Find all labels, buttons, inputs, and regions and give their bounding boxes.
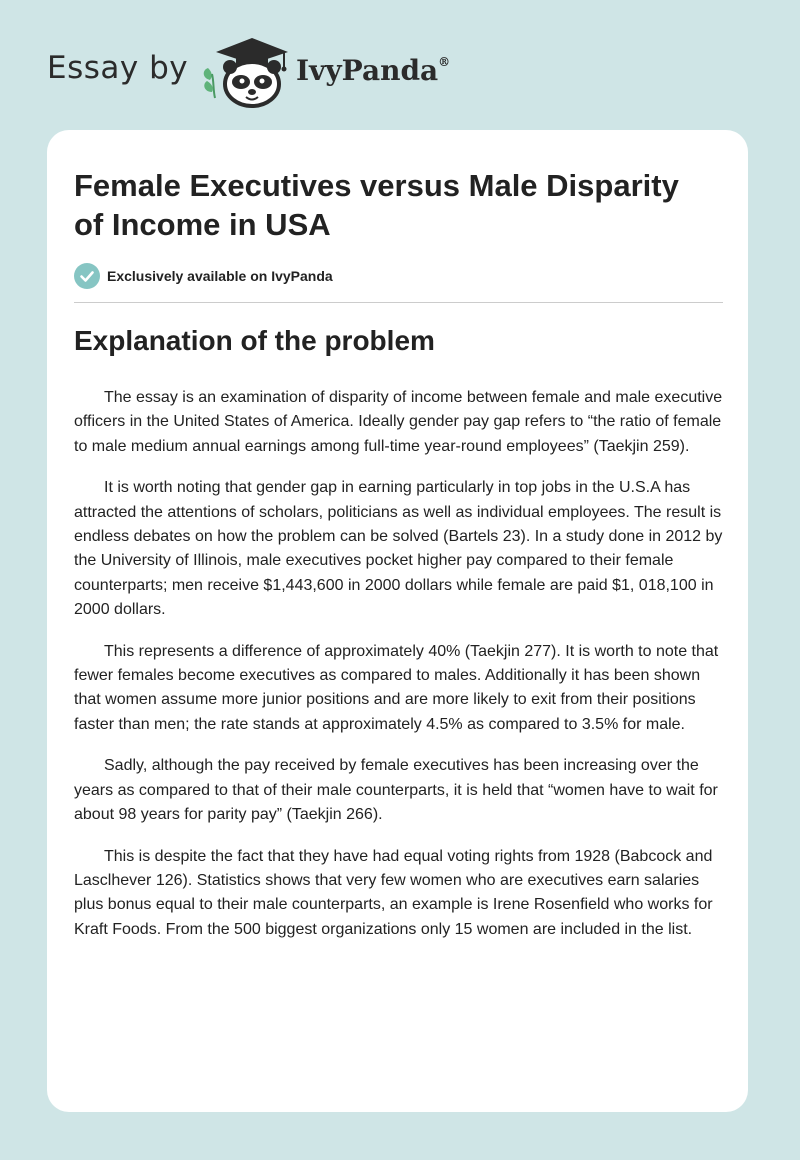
panda-graduation-cap-icon[interactable] xyxy=(200,34,292,108)
brand-name-text: IvyPanda xyxy=(296,54,439,87)
paragraph: It is worth noting that gender gap in earning particularly in top jobs in the U.S.A has attracted the attentions of scholars, politicians as well as individual employees. The result is endless debates on how the problem can be solved (Bartels 23). In a study done in 2012 by the University of Illinois, male executives pocket higher pay compared to their female counterparts; men receive $1,443,600 in 2000 dollars while female are paid $1, 018,100 in 2000 dollars. xyxy=(74,479,723,619)
registered-mark: ® xyxy=(438,54,451,69)
section-heading: Explanation of the problem xyxy=(74,325,435,356)
essay-body xyxy=(74,386,724,959)
exclusive-badge xyxy=(74,263,333,289)
brand-prefix: Essay by xyxy=(47,50,189,86)
essay-card xyxy=(47,130,748,1112)
badge-text: Exclusively available on IvyPanda xyxy=(107,268,333,284)
divider xyxy=(74,302,723,303)
paragraph: This is despite the fact that they have had equal voting rights from 1928 (Babcock and Lasclhever 126). Statistics shows that very few women who are executives earn salaries plus bonus equal to their male counterparts, an example is Irene Rosenfield who works for Kraft Foods. From the 500 biggest organizations only 15 women are included in the list. xyxy=(74,847,713,938)
site-header xyxy=(0,0,800,130)
paragraph: This represents a difference of approximately 40% (Taekjin 277). It is worth to note that fewer females become executives as compared to males. Additionally it has been shown that women assume more junior positions and are more likely to exit from their positions faster than men; the rate stands at approximately 4.5% as compared to 3.5% for male. xyxy=(74,642,719,733)
brand-name[interactable] xyxy=(296,54,450,87)
page-title: Female Executives versus Male Disparity of Income in USA xyxy=(74,168,679,242)
paragraph: The essay is an examination of disparity of income between female and male executive officers in the United States of America. Ideally gender pay gap refers to “the ratio of female to male medium annual earnings among full-time year-round employees” (Taekjin 259). xyxy=(74,389,723,455)
check-circle-icon xyxy=(74,263,100,289)
paragraph: Sadly, although the pay received by female executives has been increasing over the years as compared to that of their male counterparts, it is held that “women have to wait for about 98 years for parity pay” (Taekjin 266). xyxy=(74,757,718,824)
